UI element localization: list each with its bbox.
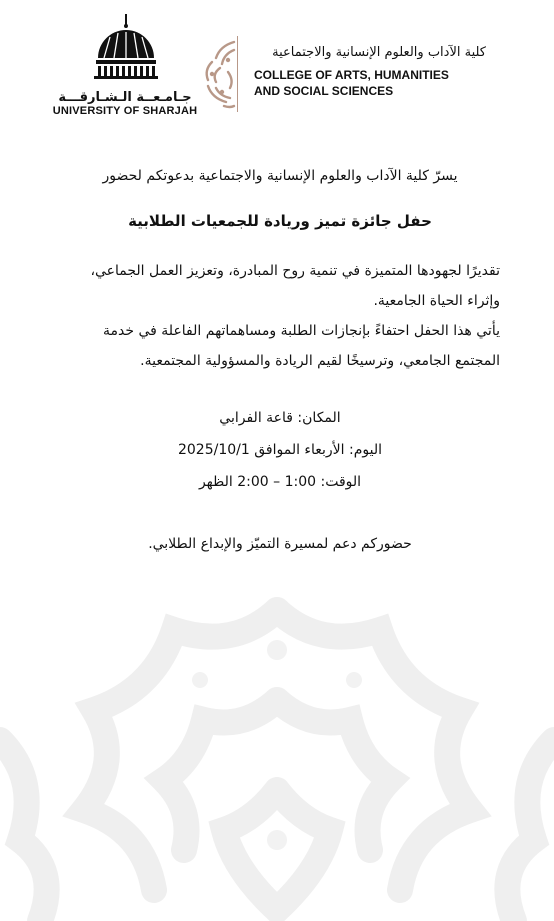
geometric-pattern-watermark <box>0 590 554 921</box>
invitation-intro: يسرّ كلية الآداب والعلوم الإنسانية والاجتماعية بدعوتكم لحضور <box>102 168 458 184</box>
event-day: اليوم: الأربعاء الموافق 2025/10/1 <box>177 442 383 458</box>
event-title: حفل جائزة تميز وريادة للجمعيات الطلابية <box>128 212 432 230</box>
closing-line: حضوركم دعم لمسيرة التميّز والإبداع الطلابي. <box>148 536 412 552</box>
university-logo <box>50 12 200 117</box>
university-name-arabic: جـامـعــة الـشـارقـــة <box>58 90 192 105</box>
college-name-english-line2: AND SOCIAL SCIENCES <box>254 84 394 98</box>
college-name-english-line1: COLLEGE OF ARTS, HUMANITIES <box>254 68 449 82</box>
invitation-body <box>60 168 500 566</box>
event-details <box>60 402 500 498</box>
university-name-english: UNIVERSITY OF SHARJAH <box>52 105 198 117</box>
paragraph-appreciation: تقديرًا لجهودها المتميزة في تنمية روح المبادرة، وتعزيز العمل الجماعي، وإثراء الحياة الجامعية. <box>90 263 500 309</box>
university-dome-logo-icon <box>88 12 164 88</box>
paragraph-celebration: يأتي هذا الحفل احتفاءً بإنجازات الطلبة ومساهماتهم الفاعلة في خدمة المجتمع الجامعي، وترسيخًا لقيم الريادة والمسؤولية المجتمعية. <box>103 323 500 369</box>
header-divider <box>237 36 238 112</box>
event-time: الوقت: 1:00 – 2:00 الظهر <box>198 474 362 490</box>
header <box>0 0 554 130</box>
college-pattern-emblem-icon <box>198 36 242 112</box>
event-place: المكان: قاعة الفرابي <box>219 410 341 426</box>
college-name-arabic: كلية الآداب والعلوم الإنسانية والاجتماعية <box>272 45 486 60</box>
